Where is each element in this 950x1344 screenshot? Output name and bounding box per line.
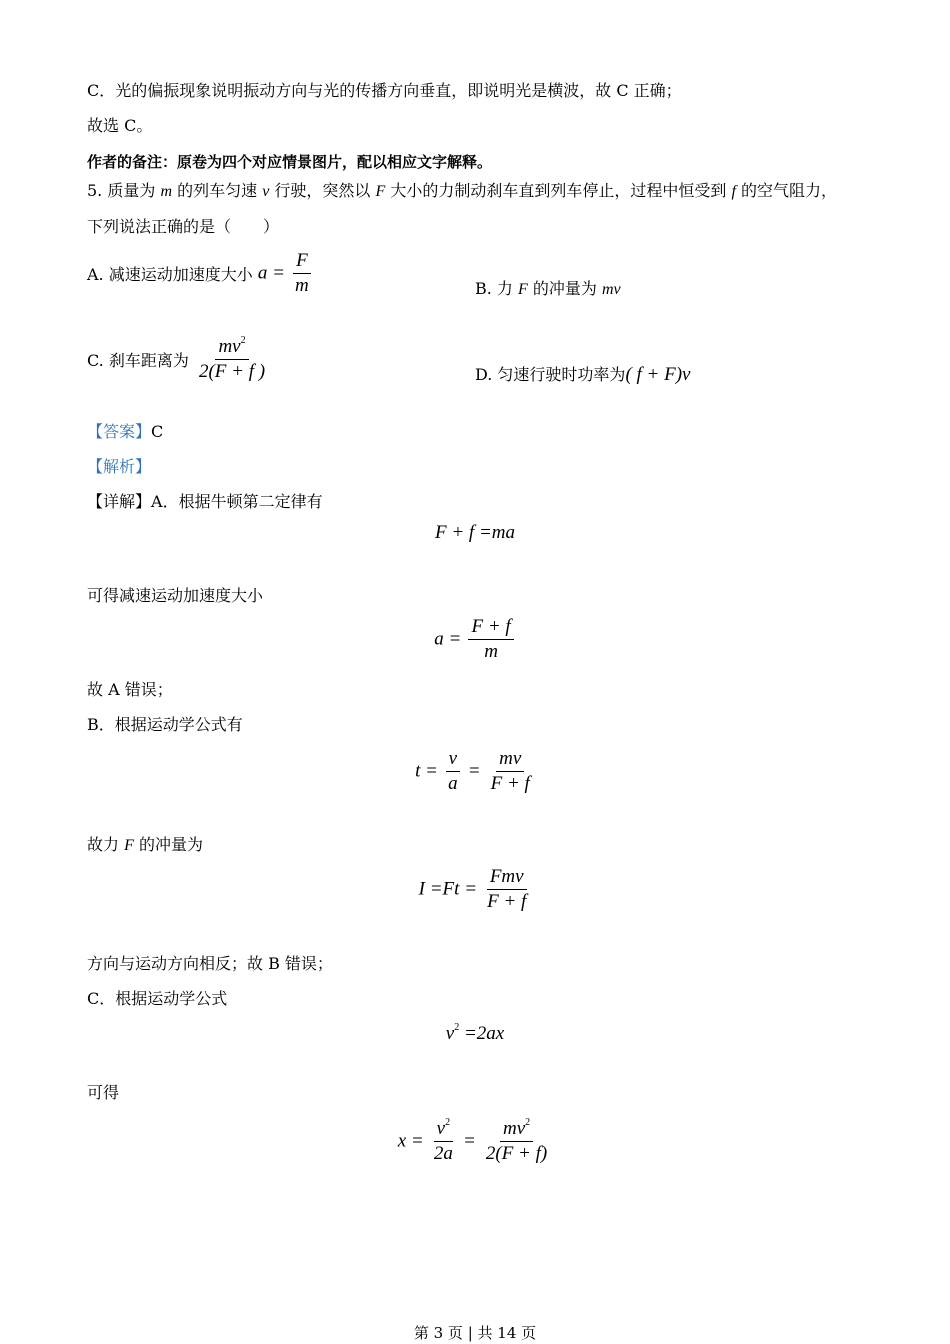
detail-a-intro: 【详解】A．根据牛顿第二定律有 bbox=[87, 492, 323, 511]
page-footer: 第 3 页 | 共 14 页 bbox=[413, 1324, 537, 1342]
equation-6: x = $\frac{v^2}{2a}$ = $\frac{mv^2}{2(F + f)}$ bbox=[397, 1117, 548, 1164]
equation-3: t = $\frac{v}{a}$ = $\frac{mv}{F + f}$ bbox=[415, 748, 530, 794]
detail-b-intro: B．根据运动学公式有 bbox=[87, 715, 243, 734]
option-c-fraction: $\frac{mv^2}{2(F + f )}$ bbox=[198, 335, 266, 382]
detail-a-end: 故 A 错误； bbox=[87, 680, 173, 699]
question-stem: 5. 质量为 m 的列车匀速 v 行驶，突然以 F 大小的力制动刹车直到列车停止，过程中恒受到 f 的空气阻力， bbox=[87, 181, 838, 200]
option-b: B. 力 F 的冲量为 mv bbox=[475, 279, 621, 298]
question-stem-line2: 下列说法正确的是（ ） bbox=[87, 217, 280, 236]
detail-a-mid: 可得减速运动加速度大小 bbox=[87, 586, 264, 605]
prev-option-c-text: C．光的偏振现象说明振动方向与光的传播方向垂直，即说明光是横波，故 C 正确； bbox=[87, 81, 682, 100]
equation-4: I =Ft = $\frac{\text{Fmv}}{F + f}$ bbox=[418, 866, 527, 912]
detail-c-mid: 可得 bbox=[87, 1083, 120, 1102]
detail-b-end: 方向与运动方向相反；故 B 错误； bbox=[87, 954, 333, 973]
author-note: 作者的备注：原卷为四个对应情景图片，配以相应文字解释。 bbox=[87, 153, 493, 171]
equation-1: F + f =ma bbox=[435, 522, 515, 543]
answer-line: 【答案】C bbox=[87, 422, 164, 441]
option-a-fraction: $\frac{F}{m}$ bbox=[295, 250, 309, 296]
option-a: A. 减速运动加速度大小 a = $\frac{F}{m}$ bbox=[87, 250, 314, 297]
detail-c-intro: C．根据运动学公式 bbox=[87, 989, 228, 1008]
prev-choose-text: 故选 C。 bbox=[87, 116, 153, 135]
option-c: C. 刹车距离为 $\frac{mv^2}{2(F + f )}$ bbox=[87, 336, 270, 383]
analysis-tag: 【解析】 bbox=[87, 457, 152, 476]
equation-2: a = $\frac{F + f}{m}$ bbox=[0, 616, 950, 663]
detail-b-mid: 故力 F 的冲量为 bbox=[87, 835, 203, 854]
option-d: D. 匀速行驶时功率为( f + F)v bbox=[475, 364, 691, 385]
equation-5: $v^2 =2ax$ bbox=[445, 1022, 505, 1044]
